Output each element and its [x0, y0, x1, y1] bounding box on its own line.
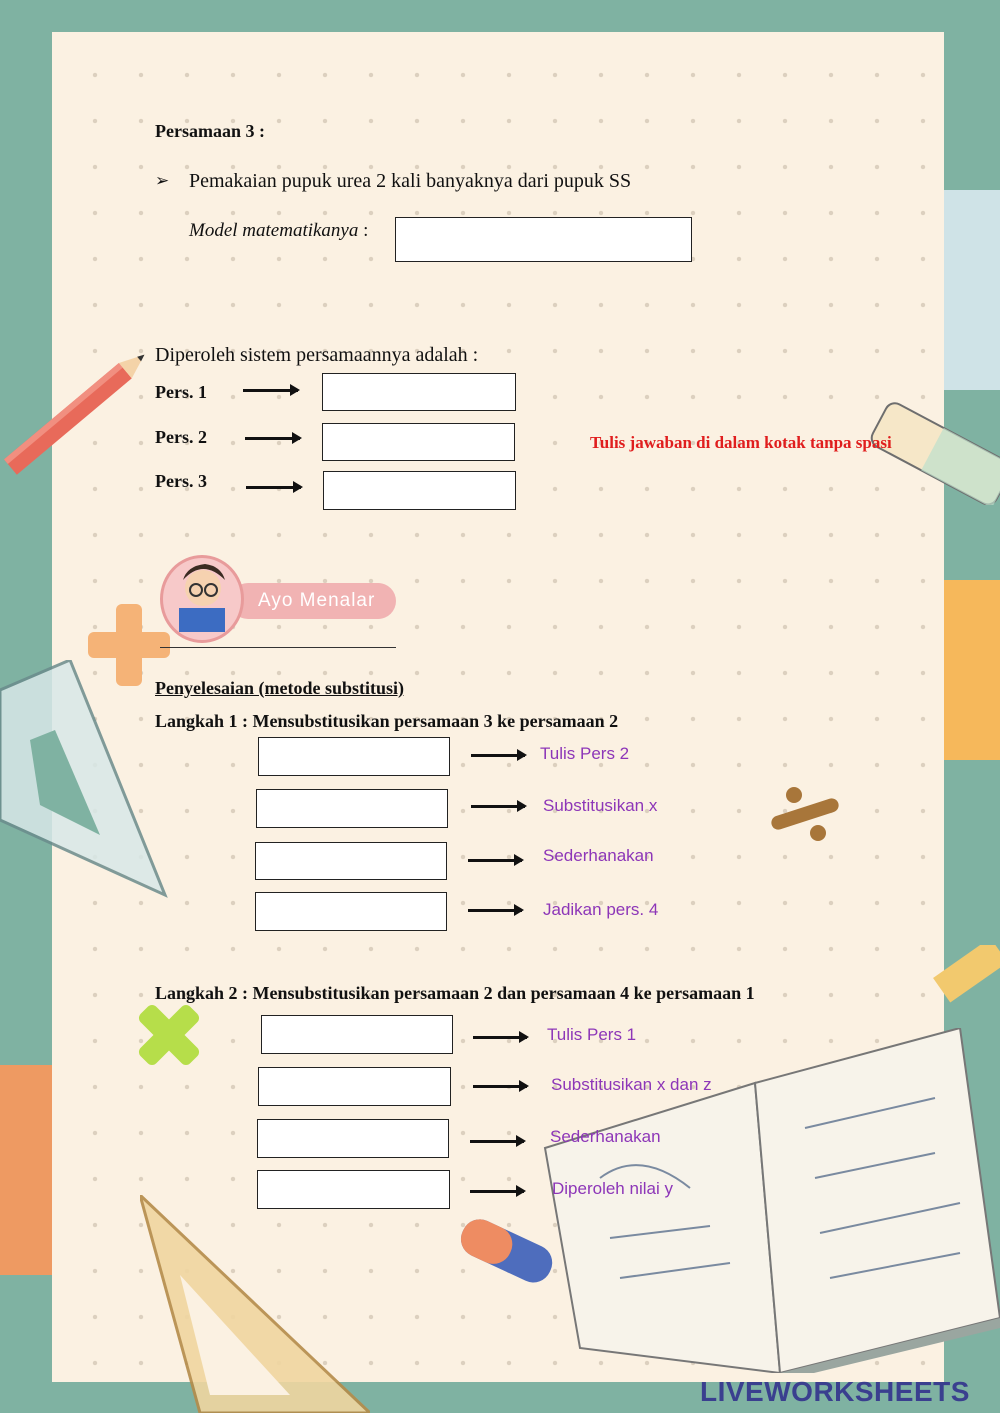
section-heading-equation-3: Persamaan 3 : — [155, 121, 265, 141]
pers-1-input[interactable] — [322, 373, 516, 411]
arrow-right-icon — [245, 437, 300, 440]
badge-underline — [160, 647, 396, 648]
eraser-blue-icon — [455, 1210, 560, 1290]
step-1-hint-1: Tulis Pers 2 — [540, 744, 630, 763]
pers-3-input[interactable] — [323, 471, 516, 510]
step-2-hint-4: Diperoleh nilai y — [552, 1179, 673, 1198]
step-2-hint-1: Tulis Pers 1 — [547, 1025, 637, 1044]
step-1-input-4[interactable] — [255, 892, 447, 931]
pers-2-label: Pers. 2 — [155, 427, 207, 447]
background-stripe-blue — [944, 190, 1000, 390]
step-2-title: Langkah 2 : Mensubstitusikan persamaan 2 dan persamaan 4 ke persamaan 1 — [155, 983, 755, 1003]
step-1-title: Langkah 1 : Mensubstitusikan persamaan 3 ke persamaan 2 — [155, 711, 619, 731]
step-2-input-2[interactable] — [258, 1067, 451, 1106]
bullet-statement: Pemakaian pupuk urea 2 kali banyaknya dari pupuk SS — [189, 170, 632, 192]
pencil-icon — [0, 335, 160, 485]
step-2-hint-2: Substitusikan x dan z — [551, 1075, 712, 1094]
set-square-bottom-icon — [140, 1195, 370, 1413]
step-1-hint-3: Sederhanakan — [543, 846, 654, 865]
arrow-right-icon — [473, 1085, 527, 1088]
arrow-right-icon — [470, 1140, 524, 1143]
system-intro: Diperoleh sistem persamaannya adalah : — [155, 344, 479, 366]
ruler-icon — [930, 945, 1000, 1015]
arrow-right-icon — [471, 754, 525, 757]
step-1-input-3[interactable] — [255, 842, 447, 880]
arrow-right-icon — [243, 389, 298, 392]
badge-label: Ayo Menalar — [230, 583, 396, 619]
model-answer-input[interactable] — [395, 217, 692, 262]
step-2-hint-3: Sederhanakan — [550, 1127, 661, 1146]
percent-symbol-icon — [770, 785, 842, 845]
student-reading-icon — [160, 555, 244, 643]
arrow-right-icon — [468, 859, 522, 862]
model-label: Model matematikanya : — [189, 220, 369, 241]
arrow-right-icon — [246, 486, 301, 489]
instruction-text: Tulis jawaban di dalam kotak tanpa spasi — [590, 433, 892, 452]
step-1-hint-2: Substitusikan x — [543, 796, 658, 815]
set-square-left-icon — [0, 660, 170, 900]
background-stripe-left-orange — [0, 1065, 52, 1275]
solution-heading: Penyelesaian (metode substitusi) — [155, 678, 404, 698]
multiply-symbol-icon — [134, 1000, 204, 1070]
step-2-input-4[interactable] — [257, 1170, 450, 1209]
liveworksheets-logo: LIVEWORKSHEETS — [700, 1376, 970, 1407]
step-1-input-1[interactable] — [258, 737, 450, 776]
background-stripe-orange — [944, 580, 1000, 760]
pers-2-input[interactable] — [322, 423, 515, 461]
step-2-input-1[interactable] — [261, 1015, 453, 1054]
ayo-menalar-badge — [160, 555, 400, 645]
bullet-arrow-icon: ➢ — [155, 171, 170, 190]
pers-1-label: Pers. 1 — [155, 382, 207, 402]
step-1-input-2[interactable] — [256, 789, 448, 828]
arrow-right-icon — [468, 909, 522, 912]
pers-3-label: Pers. 3 — [155, 471, 207, 491]
step-2-input-3[interactable] — [257, 1119, 449, 1158]
arrow-right-icon — [470, 1190, 524, 1193]
arrow-right-icon — [473, 1036, 527, 1039]
arrow-right-icon — [471, 805, 525, 808]
step-1-hint-4: Jadikan pers. 4 — [543, 900, 659, 919]
